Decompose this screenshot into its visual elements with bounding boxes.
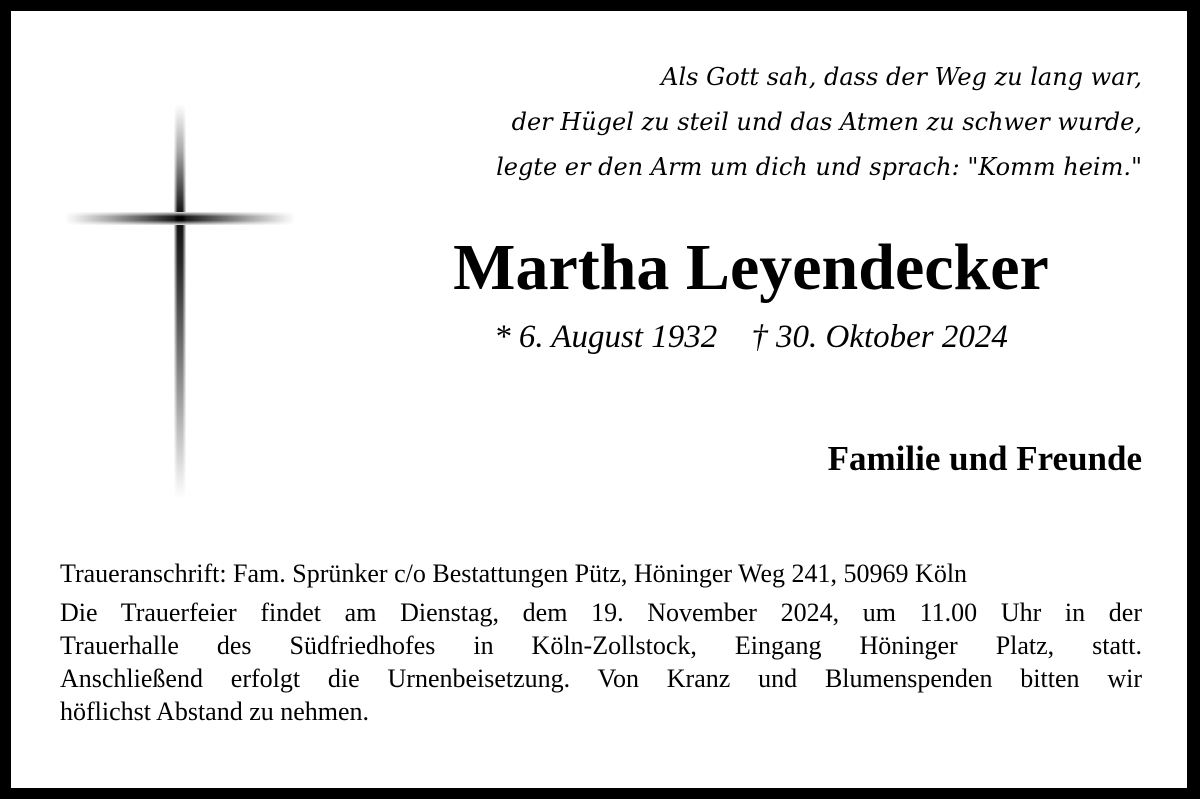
notice-line: Anschließend erfolgt die Urnenbeisetzung. Von Kranz und Blumenspenden bitten wir	[60, 664, 1142, 693]
poem-verse	[382, 55, 1142, 190]
poem-line: legte er den Arm um dich und sprach: "Komm heim."	[496, 153, 1142, 181]
notice-line: Trauerhalle des Südfriedhofes in Köln-Zollstock, Eingang Höninger Platz, statt.	[60, 631, 1142, 660]
mourners-signature: Familie und Freunde	[827, 439, 1142, 478]
funeral-notice	[60, 596, 1142, 728]
deceased-name: Martha Leyendecker	[453, 231, 1049, 304]
death-date: † 30. Oktober 2024	[751, 319, 1008, 355]
cross-horizontal-beam	[65, 212, 295, 225]
poem-line: der Hügel zu steil und das Atmen zu schwer wurde,	[511, 108, 1142, 136]
notice-line: Die Trauerfeier findet am Dienstag, dem 19. November 2024, um 11.00 Uhr in der	[60, 598, 1142, 627]
obituary-card	[11, 11, 1187, 788]
poem-line: Als Gott sah, dass der Weg zu lang war,	[661, 63, 1142, 91]
cross-vertical-beam	[174, 104, 186, 499]
notice-line: höflichst Abstand zu nehmen.	[60, 697, 370, 726]
birth-date: * 6. August 1932	[494, 319, 718, 355]
condolence-address: Traueranschrift: Fam. Sprünker c/o Bestattungen Pütz, Höninger Weg 241, 50969 Köln	[60, 559, 968, 588]
life-dates	[431, 317, 1071, 357]
